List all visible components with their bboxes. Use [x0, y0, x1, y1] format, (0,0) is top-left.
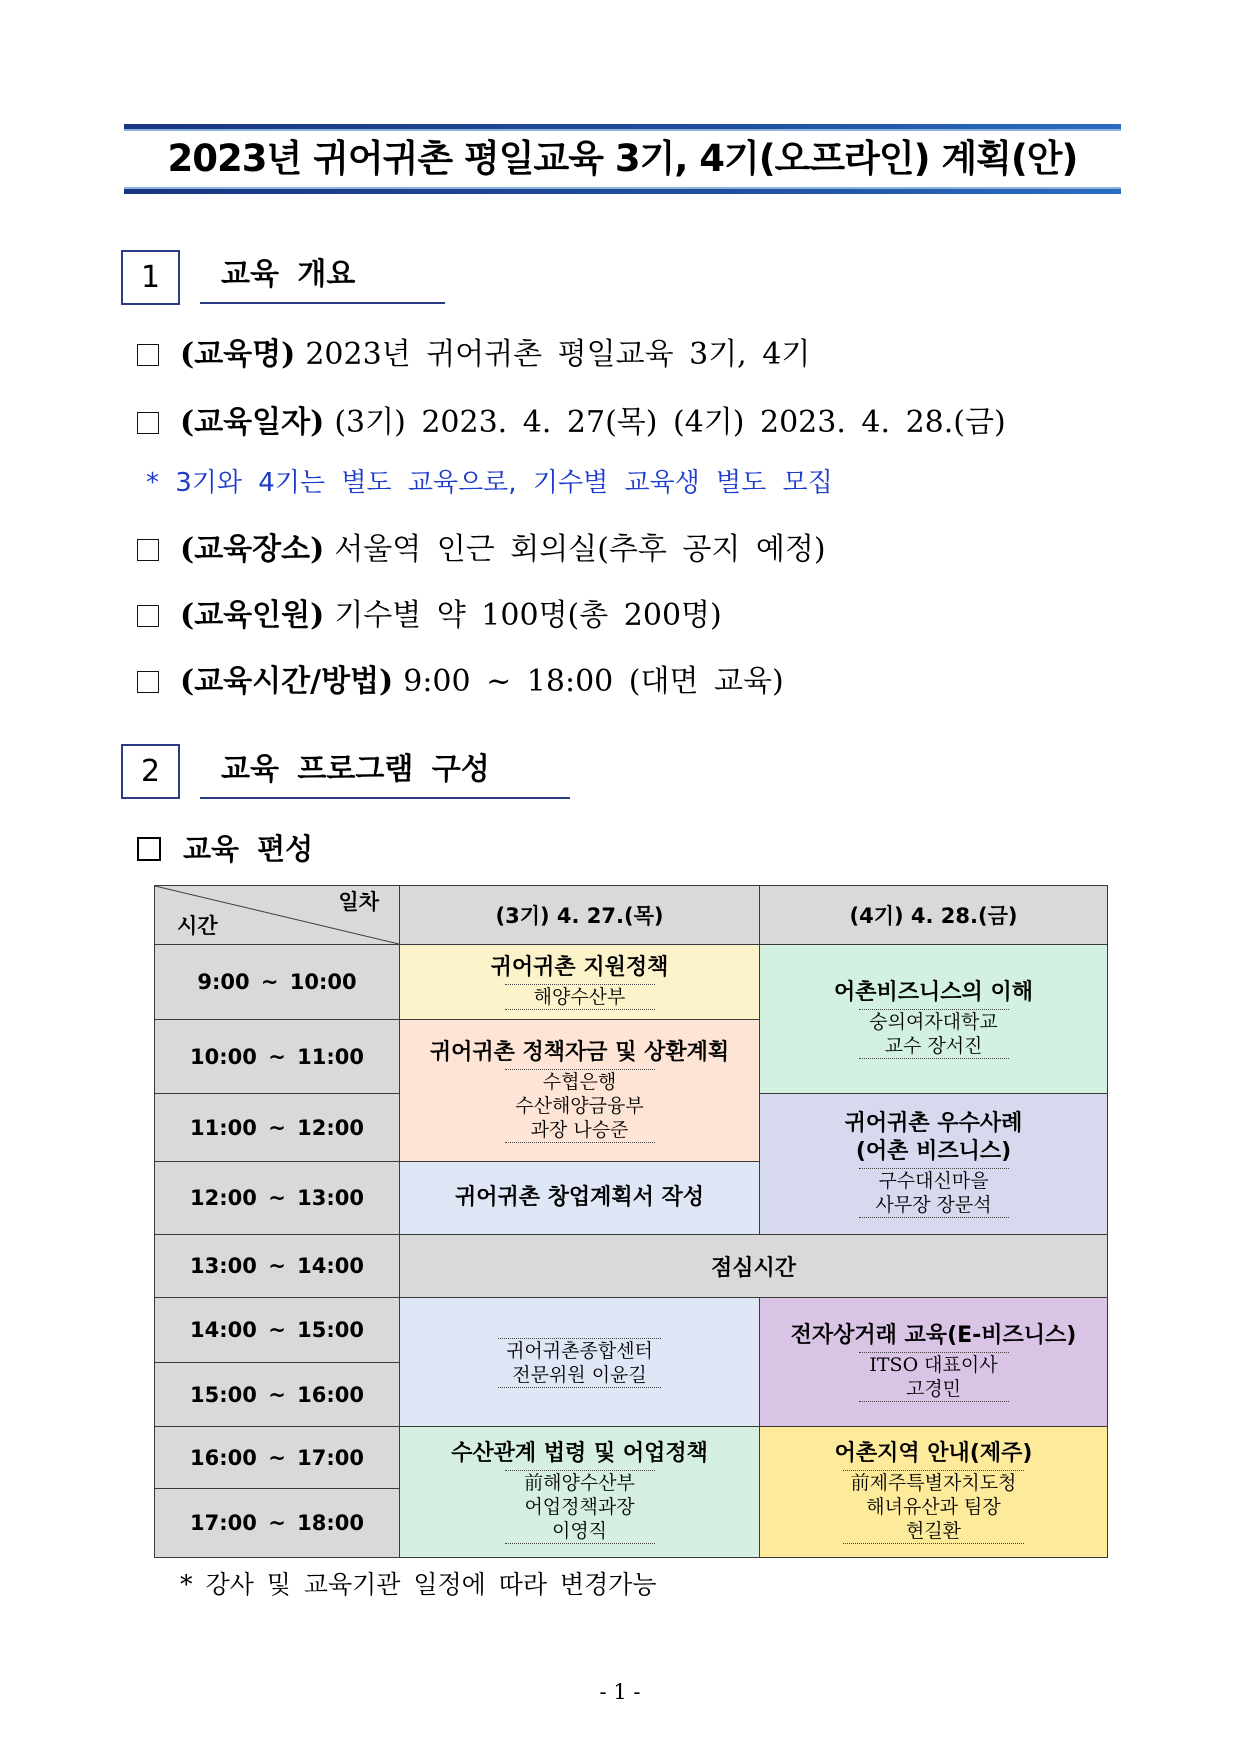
session-lecturer-line: 교수 장서진	[884, 1035, 983, 1057]
section-number-box: 2	[121, 744, 180, 799]
section-underline	[200, 797, 570, 799]
session-lecturer-line: 이영직	[551, 1520, 608, 1542]
overview-label: (교육시간/방법)	[180, 664, 394, 699]
time-slot: 9:00 ~ 10:00	[155, 945, 400, 1020]
title-rule-bottom	[124, 189, 1121, 194]
session-jeju-guide	[760, 1427, 1108, 1558]
session-lecturer-block	[505, 1470, 655, 1544]
session-lecturer-block	[859, 1352, 1009, 1402]
time-slot: 15:00 ~ 16:00	[155, 1363, 400, 1427]
overview-label: (교육인원)	[180, 598, 325, 633]
section-heading: 교육 프로그램 구성	[221, 752, 490, 787]
table-row	[155, 1427, 1108, 1489]
title-rule-top-accent	[124, 129, 1121, 131]
session-fisheries-law	[400, 1427, 760, 1558]
overview-label: (교육명)	[180, 337, 296, 372]
session-lecturer-line: 숭의여자대학교	[869, 1011, 998, 1033]
session-policy-funds	[400, 1020, 760, 1162]
session-title: 귀어귀촌 우수사례	[844, 1111, 1023, 1136]
session-lecturer-block	[498, 1338, 661, 1388]
overview-text: 기수별 약 100명(총 200명)	[334, 598, 722, 633]
session-title: 어촌비즈니스의 이해	[834, 980, 1033, 1005]
corner-time-label: 시간	[177, 914, 218, 938]
checkbox-bullet-icon	[137, 412, 159, 434]
session-lecturer-block	[859, 1009, 1009, 1059]
day-header-4th: (4기) 4. 28.(금)	[760, 886, 1108, 945]
session-e-commerce	[760, 1298, 1108, 1427]
checkbox-bullet-icon	[137, 344, 159, 366]
section-underline	[200, 302, 445, 304]
session-best-practices	[760, 1094, 1108, 1235]
session-lecturer-line: 前제주특별자치도청	[850, 1472, 1017, 1494]
session-title: 귀어귀촌 창업계획서 작성	[454, 1185, 705, 1210]
table-header-row	[155, 886, 1108, 945]
session-lecturer-block	[505, 984, 655, 1010]
overview-text: (3기) 2023. 4. 27(목) (4기) 2023. 4. 28.(금)	[334, 405, 1006, 440]
session-lecturer-line: 사무장 장문석	[875, 1194, 992, 1216]
session-lecturer-line: ITSO 대표이사	[869, 1354, 998, 1376]
overview-item-time-method	[137, 662, 784, 702]
session-lecturer-line: 귀어귀촌종합센터	[506, 1340, 653, 1362]
overview-item-capacity	[137, 596, 722, 636]
overview-label: (교육장소)	[180, 532, 325, 567]
time-slot: 10:00 ~ 11:00	[155, 1020, 400, 1094]
section-heading: 교육 개요	[221, 257, 356, 292]
schedule-heading-text: 교육 편성	[183, 832, 314, 866]
time-slot: 14:00 ~ 15:00	[155, 1298, 400, 1363]
schedule-heading	[137, 829, 313, 869]
session-lecturer-block	[859, 1168, 1009, 1218]
table-row	[155, 1298, 1108, 1363]
session-lecturer-line: 수협은행	[542, 1070, 617, 1093]
overview-item-venue	[137, 530, 826, 570]
section-number-box: 1	[121, 250, 180, 305]
checkbox-bullet-icon	[137, 605, 159, 627]
session-title: (어촌 비즈니스)	[855, 1139, 1012, 1164]
session-lecturer-line: 고경민	[905, 1378, 962, 1400]
schedule-table	[154, 885, 1108, 1558]
table-corner-header	[155, 886, 400, 945]
lunch-break-cell: 점심시간	[400, 1235, 1108, 1298]
session-lecturer-line: 현길환	[905, 1520, 962, 1542]
session-lecturer-line: 어업정책과장	[524, 1496, 635, 1518]
session-lecturer-block	[505, 1069, 655, 1143]
session-support-policy	[400, 945, 760, 1020]
session-lecturer-line: 해녀유산과 팀장	[866, 1496, 1001, 1518]
page-number: - 1 -	[599, 1680, 641, 1704]
session-title: 전자상거래 교육(E-비즈니스)	[790, 1323, 1077, 1348]
table-row	[155, 945, 1108, 1020]
checkbox-bullet-icon	[137, 671, 159, 693]
overview-item-name	[137, 335, 810, 375]
session-lecturer-line: 전문위원 이윤길	[512, 1364, 647, 1386]
session-fishing-village-business	[760, 945, 1108, 1094]
session-title: 수산관계 법령 및 어업정책	[451, 1441, 708, 1466]
session-lecturer-line: 해양수산부	[533, 986, 626, 1008]
overview-text: 서울역 인근 회의실(추후 공지 예정)	[334, 532, 826, 567]
overview-text: 2023년 귀어귀촌 평일교육 3기, 4기	[305, 337, 811, 372]
session-lecturer-line: 과장 나승준	[530, 1118, 629, 1141]
session-lecturer-line: 구수대신마을	[878, 1170, 989, 1192]
session-startup-plan	[400, 1162, 760, 1235]
overview-item-date	[137, 403, 1006, 443]
time-slot: 13:00 ~ 14:00	[155, 1235, 400, 1298]
time-slot: 16:00 ~ 17:00	[155, 1427, 400, 1489]
session-lecturer-block	[843, 1470, 1025, 1544]
table-row	[155, 1235, 1108, 1298]
session-lecturer-line: 수산해양금융부	[515, 1094, 644, 1117]
session-title: 귀어귀촌 정책자금 및 상환계획	[429, 1039, 730, 1065]
session-title: 귀어귀촌 지원정책	[490, 955, 669, 980]
overview-text: 9:00 ~ 18:00 (대면 교육)	[403, 664, 784, 699]
overview-label: (교육일자)	[180, 405, 325, 440]
schedule-footnote: * 강사 및 교육기관 일정에 따라 변경가능	[180, 1570, 657, 1599]
session-lecturer-line: 前해양수산부	[524, 1472, 635, 1494]
session-title: 어촌지역 안내(제주)	[834, 1441, 1033, 1466]
title-block	[124, 124, 1121, 194]
day-header-3rd: (3기) 4. 27.(목)	[400, 886, 760, 945]
page-title: 2023년 귀어귀촌 평일교육 3기, 4기(오프라인) 계획(안)	[167, 137, 1078, 180]
time-slot: 11:00 ~ 12:00	[155, 1094, 400, 1162]
time-slot: 12:00 ~ 13:00	[155, 1162, 400, 1235]
corner-day-label: 일차	[338, 890, 379, 914]
checkbox-bullet-icon	[137, 837, 161, 861]
session-consult-center	[400, 1298, 760, 1427]
time-slot: 17:00 ~ 18:00	[155, 1489, 400, 1558]
checkbox-bullet-icon	[137, 539, 159, 561]
overview-note: * 3기와 4기는 별도 교육으로, 기수별 교육생 별도 모집	[146, 468, 833, 498]
